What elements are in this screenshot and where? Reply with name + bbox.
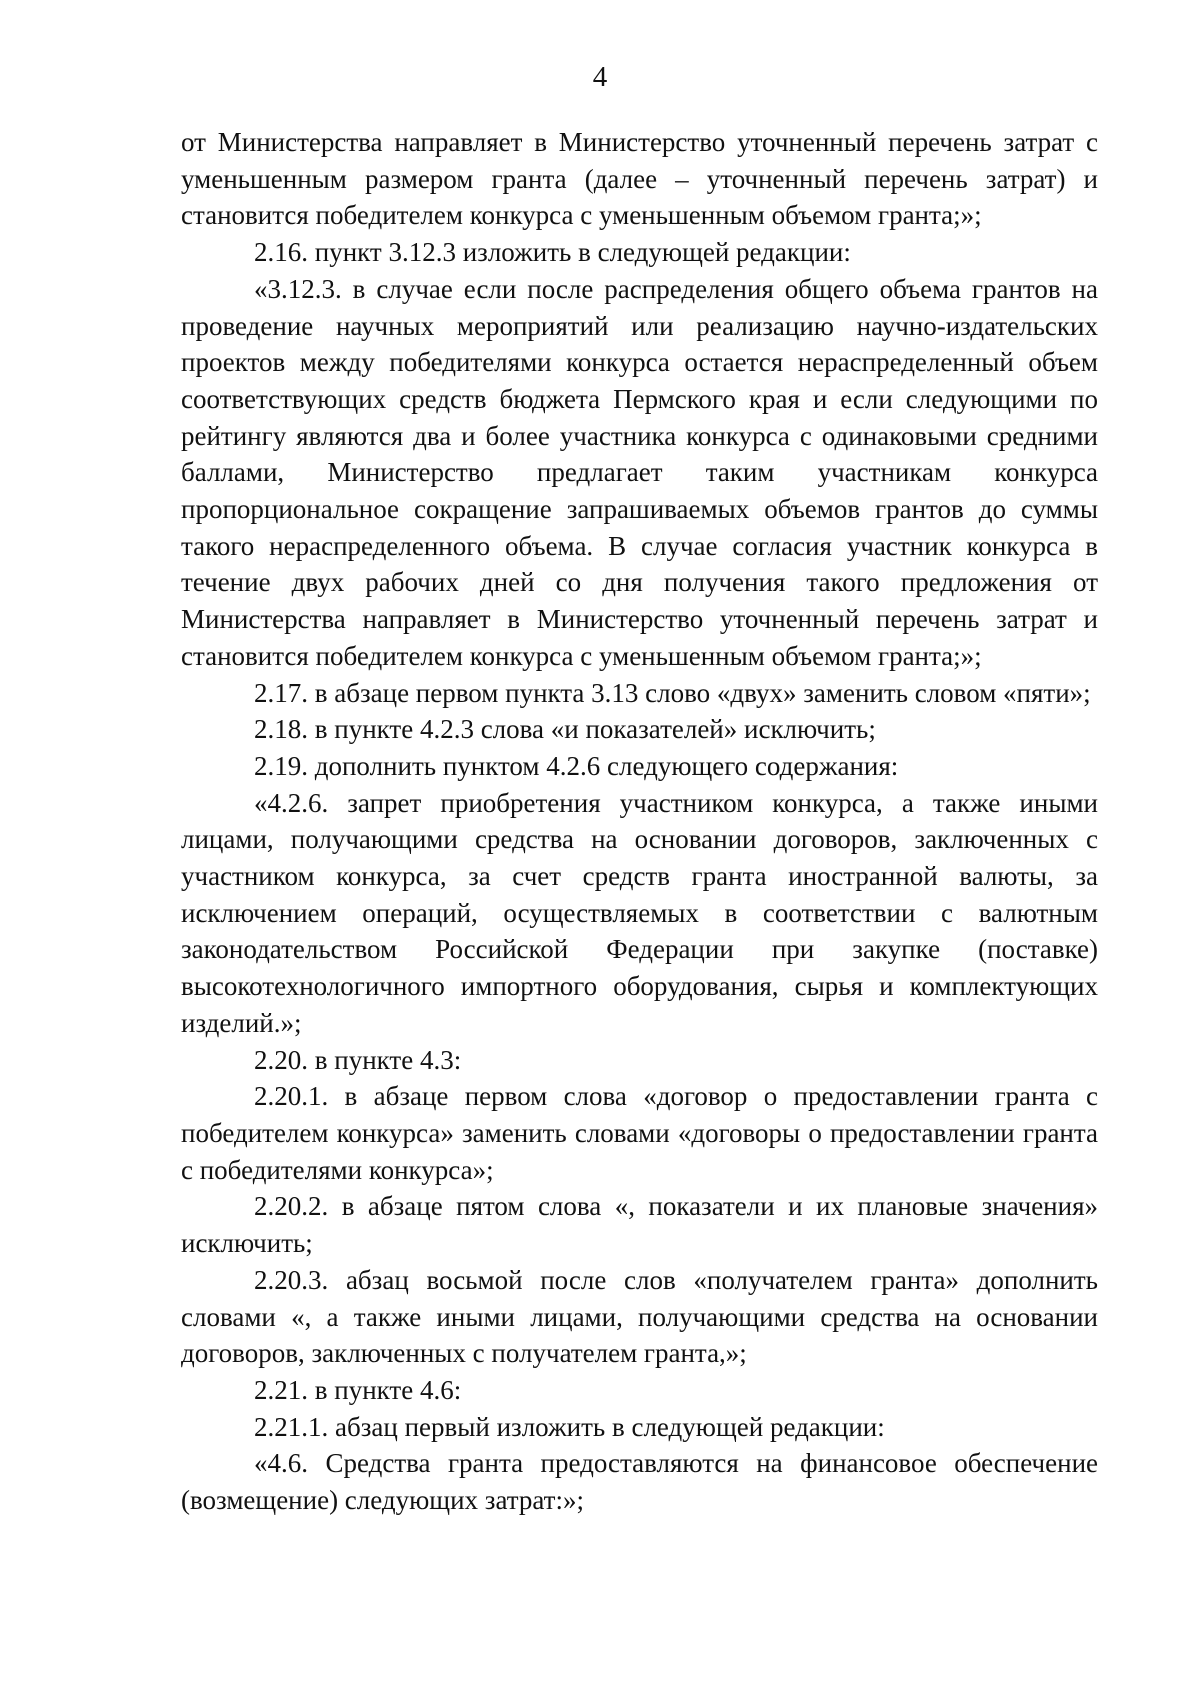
paragraph-2-21: 2.21. в пункте 4.6: xyxy=(254,1374,462,1405)
paragraph-2-20-2: 2.20.2. в абзаце пятом слова «, показатели и их плановые значения» исключить; xyxy=(181,1191,1098,1259)
paragraph-2-19: 2.19. дополнить пунктом 4.2.6 следующего содержания: xyxy=(254,750,899,781)
paragraph-4-6: «4.6. Средства гранта предоставляются на финансовое обеспечение (возмещение) следующих затрат:»; xyxy=(181,1448,1098,1516)
paragraph-3-12-3: «3.12.3. в случае если после распределения общего объема грантов на проведение научных мероприятий или реализацию научно-издательских проектов между победителями конкурса остается нераспределенный объем соответствующих средств бюджета Пермского края и если следующими по рейтингу являются два и более участника конкурса с одинаковыми средними баллами, Министерство предлагает таким участникам конкурса пропорциональное сокращение запрашиваемых объемов грантов до суммы такого нераспределенного объема. В случае согласия участник конкурса в течение двух рабочих дней со дня получения такого предложения от Министерства направляет в Министерство уточненный перечень затрат и становится победителем конкурса с уменьшенным объемом гранта;»; xyxy=(181,273,1098,671)
paragraph-2-17: 2.17. в абзаце первом пункта 3.13 слово «двух» заменить словом «пяти»; xyxy=(254,677,1091,708)
paragraph-2-20-3: 2.20.3. абзац восьмой после слов «получателем гранта» дополнить словами «, а также иными лицами, получающими средства на основании договоров, заключенных с получателем гранта,»; xyxy=(181,1264,1098,1369)
paragraph-2-20: 2.20. в пункте 4.3: xyxy=(254,1044,462,1075)
paragraph-2-18: 2.18. в пункте 4.2.3 слова «и показателей» исключить; xyxy=(254,714,876,745)
paragraph-2-16: 2.16. пункт 3.12.3 изложить в следующей редакции: xyxy=(254,237,851,268)
paragraph-continuation: от Министерства направляет в Министерство уточненный перечень затрат с уменьшенным размером гранта (далее – уточненный перечень затрат) и становится победителем конкурса с уменьшенным объемом гранта;»; xyxy=(181,127,1098,231)
document-body xyxy=(181,124,1098,1519)
page-number: 4 xyxy=(592,61,608,93)
paragraph-2-20-1: 2.20.1. в абзаце первом слова «договор о предоставлении гранта с победителем конкурса» заменить словами «договоры о предоставлении гранта с победителями конкурса»; xyxy=(181,1081,1098,1185)
paragraph-2-21-1: 2.21.1. абзац первый изложить в следующей редакции: xyxy=(254,1411,885,1442)
paragraph-4-2-6: «4.2.6. запрет приобретения участником конкурса, а также иными лицами, получающими средства на основании договоров, заключенных с участником конкурса, за счет средств гранта иностранной валюты, за исключением операций, осуществляемых в соответствии с валютным законодательством Российской Федерации при закупке (поставке) высокотехнологичного импортного оборудования, сырья и комплектующих изделий.»; xyxy=(181,787,1098,1038)
